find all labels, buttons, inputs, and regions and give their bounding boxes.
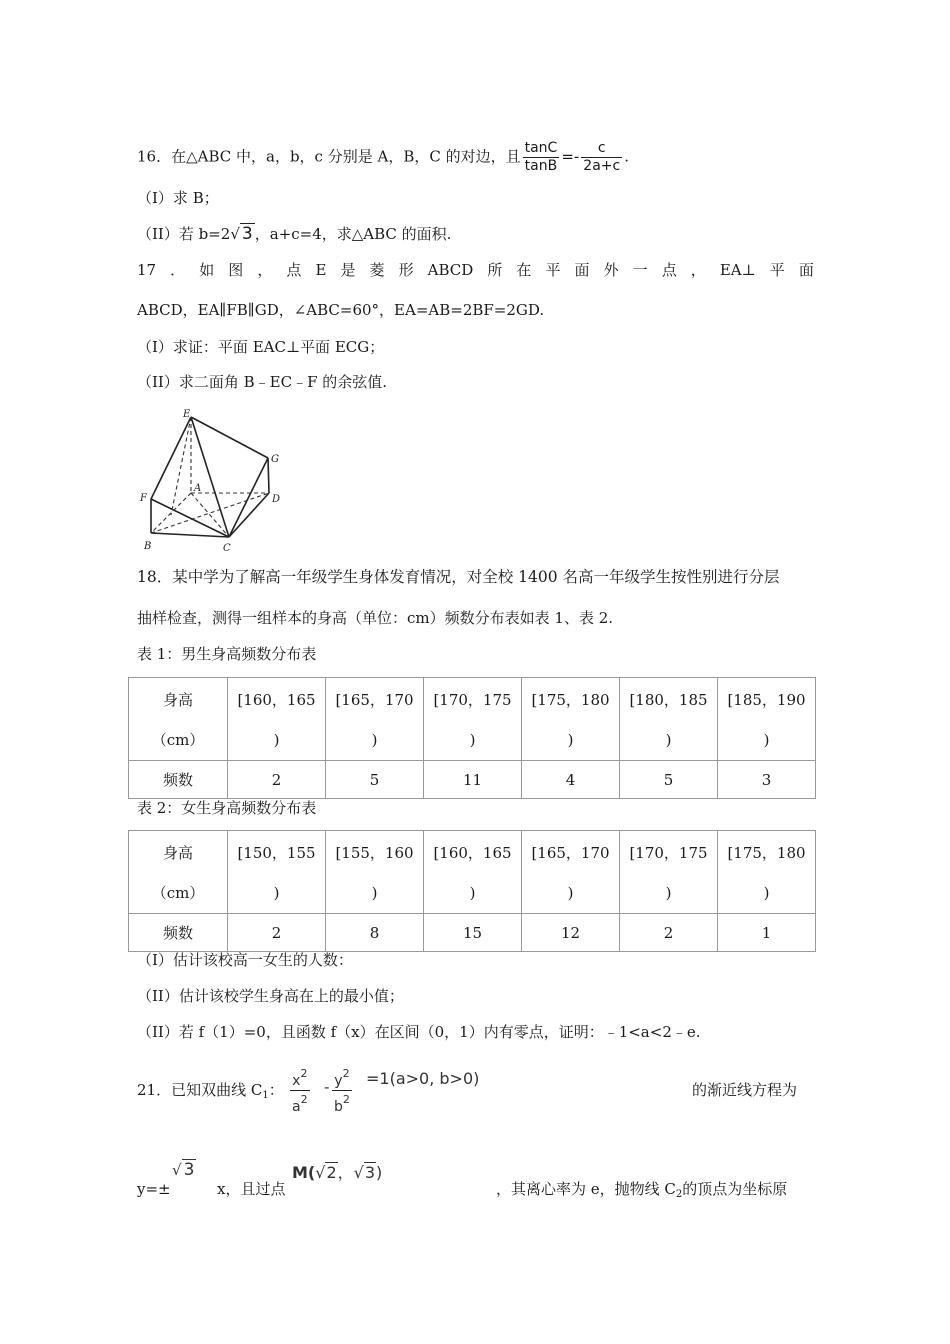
q21-line2-right [496, 1179, 787, 1205]
eq-b: b [334, 1099, 343, 1115]
table1-count: 11 [424, 761, 522, 799]
q17-part2: （II）求二面角 B﹣EC﹣F 的余弦值. [137, 373, 388, 391]
q16-part2-rad: 3 [241, 224, 253, 244]
table1-header [129, 678, 228, 761]
table2-interval [718, 831, 816, 914]
q21-prefix-colon: ： [268, 1081, 284, 1099]
q18-part1: （I）估计该校高一女生的人数： [137, 951, 353, 969]
q17-w12: 在 [516, 261, 532, 279]
q17-w10: ABCD [427, 261, 474, 279]
q21-line2-right-sub: 2 [675, 1189, 683, 1200]
table2-interval [620, 831, 718, 914]
table2-count: 1 [718, 914, 816, 952]
q16-part2 [137, 224, 451, 244]
q17-w19: EA⊥ [719, 261, 756, 279]
point-rad2: 3 [364, 1163, 376, 1182]
table1-count: 5 [620, 761, 718, 799]
q17-w9: 形 [398, 261, 414, 279]
q16-part2-prefix: （II）若 b=2 [137, 225, 231, 243]
q21-line2-x: x，且过点 [217, 1180, 286, 1198]
table2-header [129, 831, 228, 914]
q17-w11: 所 [487, 261, 503, 279]
table2-interval [326, 831, 424, 914]
q17-w3: 图 [228, 261, 244, 279]
q16-end: . [624, 147, 629, 166]
q16-stem [137, 140, 629, 175]
q17-line2: ABCD，EA∥FB∥GD，∠ABC=60°，EA=AB=2BF=2GD. [137, 301, 545, 319]
eq-frac-x-num [290, 1065, 310, 1091]
table2-interval [228, 831, 326, 914]
table1-interval-top: [175，180 [531, 691, 610, 709]
table1-count: 4 [522, 761, 620, 799]
label-D: D [272, 494, 281, 505]
q17-w14: 面 [574, 261, 590, 279]
table1-interval-bottom: ) [567, 731, 574, 749]
eq-frac-x-den [290, 1091, 310, 1116]
q16-fraction-c [581, 140, 622, 175]
q16-frac1-num: tanC [524, 140, 558, 156]
q17-w15: 外 [603, 261, 619, 279]
q17-w8: 菱 [369, 261, 385, 279]
eq-frac-y [332, 1065, 352, 1116]
table1-interval [718, 678, 816, 761]
q21-line2-rad: 3 [183, 1160, 195, 1180]
sqrt-icon: √ [353, 1163, 364, 1182]
table2-header-top: 身高 [162, 844, 193, 862]
table1-interval-top: [180，185 [629, 691, 708, 709]
table1-count: 3 [718, 761, 816, 799]
table1-interval-bottom: ) [469, 731, 476, 749]
q17-w0: 17 [137, 261, 157, 279]
q17-w16: 一 [632, 261, 648, 279]
q16-stem-prefix: 16．在△ABC 中，a，b，c 分别是 A，B，C 的对边，且 [137, 147, 521, 166]
q21-prefix-sub: 1 [262, 1090, 269, 1101]
table1-count: 5 [326, 761, 424, 799]
table1-count: 2 [228, 761, 326, 799]
table1-interval-bottom: ) [371, 731, 378, 749]
eq-tail: =1(a>0, b>0) [366, 1069, 480, 1088]
q21-line2-right-end: 的顶点为坐标原 [682, 1180, 788, 1198]
label-G: G [271, 454, 279, 465]
table1-header-bottom: （cm） [151, 731, 205, 749]
sqrt-icon: √ [315, 1163, 326, 1182]
table2-count: 2 [228, 914, 326, 952]
table2-interval [424, 831, 522, 914]
q16-frac2-num: c [581, 140, 622, 158]
table2-header-bottom: （cm） [151, 884, 205, 902]
q17-w5: 点 [286, 261, 302, 279]
q17-w6: E [315, 261, 327, 279]
table1-interval [228, 678, 326, 761]
table1-interval-bottom: ) [273, 731, 280, 749]
table2-interval-top: [160，165 [433, 844, 512, 862]
eq-frac-x [290, 1065, 310, 1116]
q21-prefix: 21．已知双曲线 C [137, 1081, 263, 1099]
q21-line1 [137, 1080, 284, 1106]
table1-title: 表 1：男生身高频数分布表 [137, 645, 317, 663]
table1-interval-top: [185，190 [727, 691, 806, 709]
table1-header-top: 身高 [162, 691, 193, 709]
label-F: F [140, 493, 147, 504]
label-E: E [183, 409, 191, 420]
eq-x: x [292, 1073, 301, 1089]
q17-w1: ． [170, 261, 186, 279]
eq-b-exp: 2 [342, 1093, 350, 1106]
point-M-open: M( [292, 1163, 316, 1182]
q16-equals: =- [561, 147, 580, 166]
point-comma: ， [337, 1163, 354, 1182]
q16-part2-suffix: ，a+c=4，求△ABC 的面积. [254, 225, 452, 243]
table2-count: 15 [424, 914, 522, 952]
table2-interval-bottom: ) [567, 884, 574, 902]
q16-frac1-den: tanB [524, 158, 558, 174]
table1-interval [326, 678, 424, 761]
eq-a-exp: 2 [300, 1093, 308, 1106]
table2-interval-bottom: ) [469, 884, 476, 902]
sqrt-symbol: √ 3 [230, 224, 253, 244]
table2-interval-top: [165，170 [531, 844, 610, 862]
table2-interval-bottom: ) [273, 884, 280, 902]
q17-w17: 点 [661, 261, 677, 279]
table1-interval [522, 678, 620, 761]
sqrt-3-asymptote [172, 1160, 196, 1180]
table2-count: 12 [522, 914, 620, 952]
q18-line1: 18．某中学为了解高一年级学生身体发育情况，对全校 1400 名高一年级学生按性别进行分层 [137, 568, 780, 586]
q21-line2-right-text: ，其离心率为 e，抛物线 C [496, 1180, 676, 1198]
q17-part1: （I）求证：平面 EAC⊥平面 ECG； [137, 338, 385, 356]
table1-interval-top: [160，165 [237, 691, 316, 709]
table1-row-label: 频数 [129, 761, 228, 799]
q17-w18: ， [690, 261, 706, 279]
table2-interval-top: [150，155 [237, 844, 316, 862]
table2-title: 表 2：女生身高频数分布表 [137, 799, 317, 817]
q17-w13: 平 [545, 261, 561, 279]
q17-w2: 如 [199, 261, 215, 279]
table1-interval [620, 678, 718, 761]
point-close: ) [376, 1163, 383, 1182]
q18-part3: （II）若 f（1）=0，且函数 f（x）在区间（0，1）内有零点，证明：﹣1<a<2﹣e. [137, 1023, 701, 1041]
point-rad1: 2 [326, 1163, 337, 1182]
q18-line2: 抽样检查，测得一组样本的身高（单位：cm）频数分布表如表 1、表 2. [137, 609, 614, 627]
q21-line2-prefix: y=± [137, 1180, 171, 1198]
q17-w21: 面 [798, 261, 814, 279]
table2-interval-top: [170，175 [629, 844, 708, 862]
eq-x-exp: 2 [300, 1067, 308, 1080]
eq-frac-y-num [332, 1065, 352, 1091]
q17-w7: 是 [340, 261, 356, 279]
table1-male-height [128, 677, 816, 799]
table2-interval-bottom: ) [665, 884, 672, 902]
eq-a: a [292, 1099, 301, 1115]
q17-w4: ， [257, 261, 273, 279]
q16-frac2-den: 2a+c [583, 158, 621, 174]
sqrt-icon: √ [172, 1161, 182, 1179]
table2-count: 8 [326, 914, 424, 952]
eq-minus: - [324, 1078, 330, 1096]
point-M [292, 1160, 382, 1183]
table2-interval-bottom: ) [371, 884, 378, 902]
q16-fraction-tan [523, 140, 560, 175]
q21-line2 [137, 1179, 171, 1199]
table2-count: 2 [620, 914, 718, 952]
q21-right1: 的渐近线方程为 [692, 1081, 798, 1099]
table1-interval [424, 678, 522, 761]
q17-geometry-figure [135, 405, 285, 555]
eq-y-exp: 2 [342, 1067, 350, 1080]
table1-interval-bottom: ) [763, 731, 770, 749]
label-C: C [223, 543, 231, 554]
hyperbola-equation [290, 1065, 495, 1113]
q18-part2: （II）估计该校学生身高在上的最小值； [137, 987, 404, 1005]
label-B: B [144, 541, 152, 552]
table2-interval [522, 831, 620, 914]
eq-y: y [334, 1073, 343, 1089]
table1-interval-top: [170，175 [433, 691, 512, 709]
table1-interval-bottom: ) [665, 731, 672, 749]
label-A: A [194, 483, 202, 494]
table1-interval-top: [165，170 [335, 691, 414, 709]
eq-frac-y-den [332, 1091, 352, 1116]
table2-female-height [128, 830, 816, 952]
table2-interval-top: [155，160 [335, 844, 414, 862]
q17-w20: 平 [769, 261, 785, 279]
table2-interval-bottom: ) [763, 884, 770, 902]
q16-part1: （I）求 B； [137, 189, 219, 207]
table2-row-label: 频数 [129, 914, 228, 952]
q17-line1 [137, 260, 814, 280]
table2-interval-top: [175，180 [727, 844, 806, 862]
